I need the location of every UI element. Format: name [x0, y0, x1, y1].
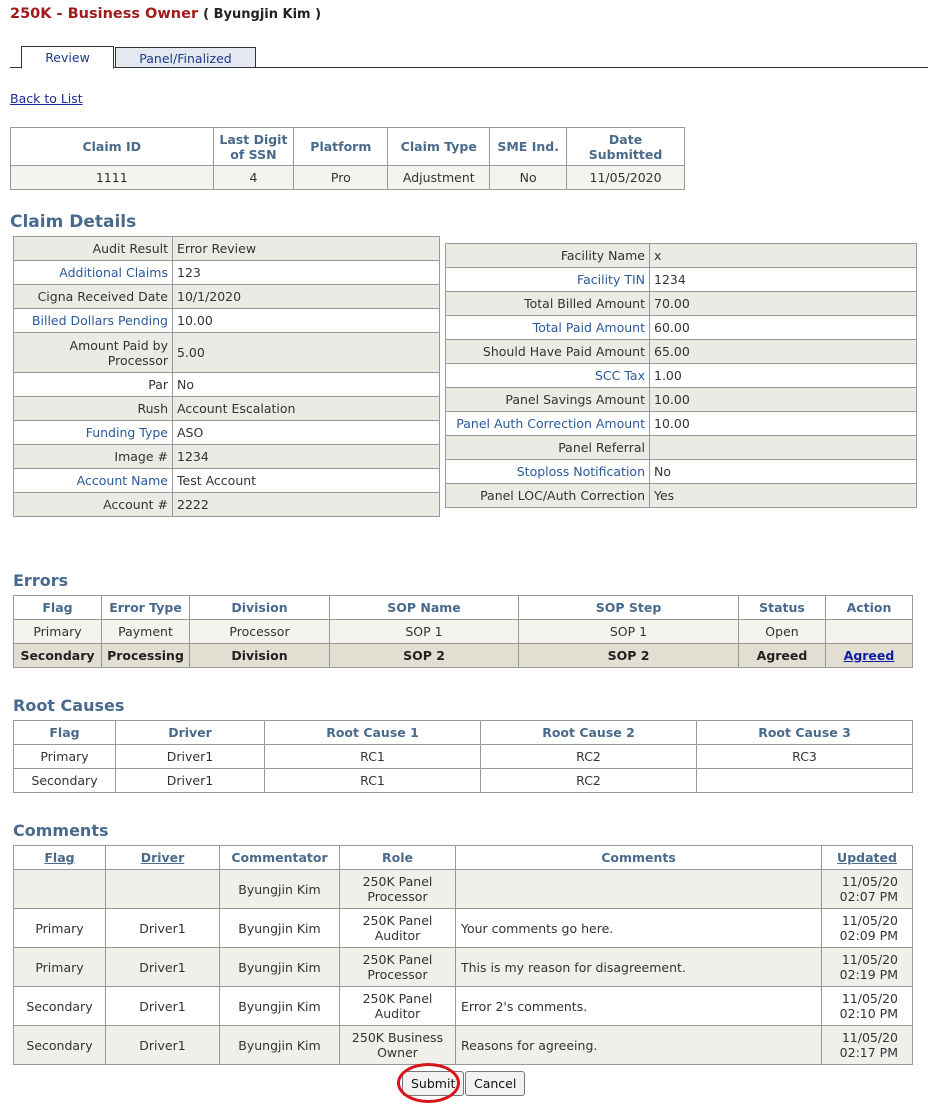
cell: RC2: [481, 769, 697, 793]
ssn-digit-value: 4: [213, 166, 294, 190]
col-claim-type: Claim Type: [388, 128, 490, 166]
col-sop-step: SOP Step: [519, 596, 739, 620]
detail-value: [650, 436, 917, 460]
back-to-list-link[interactable]: Back to List: [10, 91, 83, 106]
detail-value: Account Escalation: [173, 397, 440, 421]
detail-label: Audit Result: [14, 237, 173, 261]
detail-value: ASO: [173, 421, 440, 445]
detail-value: 123: [173, 261, 440, 285]
detail-value: x: [650, 244, 917, 268]
claim-details-right-table: [445, 243, 917, 508]
detail-label: Total Billed Amount: [446, 292, 650, 316]
detail-value: 5.00: [173, 333, 440, 373]
detail-value: 1.00: [650, 364, 917, 388]
date-submitted-value: 11/05/2020: [567, 166, 685, 190]
cell: Primary: [14, 909, 106, 948]
detail-label: Panel LOC/Auth Correction: [446, 484, 650, 508]
errors-title: Errors: [13, 571, 69, 590]
col-root-cause-2: Root Cause 2: [481, 721, 697, 745]
tab-bar: [10, 46, 928, 68]
cell: Secondary: [14, 987, 106, 1026]
submit-button[interactable]: Submit: [402, 1071, 464, 1096]
comments-table: [13, 845, 913, 1065]
table-row: [14, 769, 913, 793]
col-updated-sort[interactable]: Updated: [822, 846, 913, 870]
detail-label: Panel Referral: [446, 436, 650, 460]
agreed-action-link[interactable]: Agreed: [843, 648, 895, 663]
cell: RC1: [265, 769, 481, 793]
detail-label: Total Paid Amount: [446, 316, 650, 340]
detail-label: Rush: [14, 397, 173, 421]
col-comments: Comments: [456, 846, 822, 870]
cell: 11/05/20 02:17 PM: [822, 1026, 913, 1065]
col-platform: Platform: [294, 128, 388, 166]
detail-label: Should Have Paid Amount: [446, 340, 650, 364]
cell: Reasons for agreeing.: [456, 1026, 822, 1065]
col-driver: Driver: [116, 721, 265, 745]
col-flag: Flag: [14, 721, 116, 745]
cell: [456, 870, 822, 909]
detail-value: No: [650, 460, 917, 484]
detail-value: 10/1/2020: [173, 285, 440, 309]
detail-value: 10.00: [650, 412, 917, 436]
detail-label: Amount Paid by Processor: [14, 333, 173, 373]
table-row: [14, 745, 913, 769]
col-flag: Flag: [14, 596, 102, 620]
cell: Driver1: [116, 745, 265, 769]
detail-label: Facility Name: [446, 244, 650, 268]
detail-value: 65.00: [650, 340, 917, 364]
cell: SOP 2: [519, 644, 739, 668]
col-role: Role: [340, 846, 456, 870]
detail-label: Funding Type: [14, 421, 173, 445]
current-user: ( Byungjin Kim ): [203, 7, 322, 22]
table-row: [14, 909, 913, 948]
cell: Primary: [14, 948, 106, 987]
cell: 250K Panel Processor: [340, 948, 456, 987]
table-row: [14, 870, 913, 909]
cell: Driver1: [106, 909, 220, 948]
cell: 250K Panel Auditor: [340, 909, 456, 948]
cell: Payment: [102, 620, 190, 644]
cell: Error 2's comments.: [456, 987, 822, 1026]
cell: 11/05/20 02:10 PM: [822, 987, 913, 1026]
detail-label: Image #: [14, 445, 173, 469]
cell: Driver1: [106, 948, 220, 987]
errors-table: [13, 595, 913, 668]
cell: Processing: [102, 644, 190, 668]
root-causes-title: Root Causes: [13, 696, 125, 715]
detail-label: Stoploss Notification: [446, 460, 650, 484]
detail-value: Test Account: [173, 469, 440, 493]
col-division: Division: [190, 596, 330, 620]
cell: Driver1: [106, 1026, 220, 1065]
col-claim-id: Claim ID: [11, 128, 214, 166]
detail-value: No: [173, 373, 440, 397]
detail-label: Panel Auth Correction Amount: [446, 412, 650, 436]
table-row: [14, 644, 913, 668]
root-causes-table: [13, 720, 913, 793]
table-row: [14, 948, 913, 987]
detail-value: 10.00: [650, 388, 917, 412]
claim-type-value: Adjustment: [388, 166, 490, 190]
cell: 250K Panel Auditor: [340, 987, 456, 1026]
tab-panel-finalized[interactable]: Panel/Finalized: [115, 47, 256, 68]
cell: [826, 644, 913, 668]
cell: Secondary: [14, 1026, 106, 1065]
sme-ind-value: No: [490, 166, 567, 190]
detail-value: Yes: [650, 484, 917, 508]
cell: SOP 2: [330, 644, 519, 668]
cell: [697, 769, 913, 793]
detail-value: 10.00: [173, 309, 440, 333]
cell: Primary: [14, 620, 102, 644]
table-row: [14, 987, 913, 1026]
cell: Processor: [190, 620, 330, 644]
table-row: [14, 620, 913, 644]
cell: Driver1: [106, 987, 220, 1026]
detail-label: Additional Claims: [14, 261, 173, 285]
comments-header-row: [14, 846, 913, 870]
cell: RC3: [697, 745, 913, 769]
cell: Agreed: [739, 644, 826, 668]
summary-value-row: [11, 166, 685, 190]
detail-value: 1234: [650, 268, 917, 292]
submit-highlight-ring: [397, 1063, 460, 1103]
summary-header-row: [11, 128, 685, 166]
detail-label: Par: [14, 373, 173, 397]
cell: [106, 870, 220, 909]
detail-label: Facility TIN: [446, 268, 650, 292]
detail-value: 1234: [173, 445, 440, 469]
col-driver-sort[interactable]: Driver: [106, 846, 220, 870]
cell: RC2: [481, 745, 697, 769]
col-flag-sort[interactable]: Flag: [14, 846, 106, 870]
detail-label: Account #: [14, 493, 173, 517]
cell: 250K Panel Processor: [340, 870, 456, 909]
cell: Byungjin Kim: [220, 1026, 340, 1065]
table-row: [14, 1026, 913, 1065]
tab-review[interactable]: Review: [21, 46, 114, 69]
col-date-submitted: Date Submitted: [567, 128, 685, 166]
detail-label: Account Name: [14, 469, 173, 493]
claim-summary-table: [10, 127, 685, 190]
page-title-text: 250K - Business Owner: [10, 6, 199, 22]
cell: Byungjin Kim: [220, 948, 340, 987]
detail-value: 70.00: [650, 292, 917, 316]
claim-details-left-table: [13, 236, 440, 517]
col-error-type: Error Type: [102, 596, 190, 620]
cell: Driver1: [116, 769, 265, 793]
cell: 11/05/20 02:07 PM: [822, 870, 913, 909]
comments-title: Comments: [13, 821, 109, 840]
col-status: Status: [739, 596, 826, 620]
cell: SOP 1: [330, 620, 519, 644]
cell: Open: [739, 620, 826, 644]
claim-details-title: Claim Details: [10, 212, 137, 232]
cell: Division: [190, 644, 330, 668]
page-title: [10, 6, 321, 22]
cell: RC1: [265, 745, 481, 769]
root-causes-header-row: [14, 721, 913, 745]
col-root-cause-3: Root Cause 3: [697, 721, 913, 745]
cell: Primary: [14, 745, 116, 769]
detail-value: 60.00: [650, 316, 917, 340]
detail-value: Error Review: [173, 237, 440, 261]
cell: [826, 620, 913, 644]
cell: Byungjin Kim: [220, 909, 340, 948]
col-last-digit-ssn: Last Digit of SSN: [213, 128, 294, 166]
cell: SOP 1: [519, 620, 739, 644]
platform-value: Pro: [294, 166, 388, 190]
cell: Secondary: [14, 769, 116, 793]
detail-label: SCC Tax: [446, 364, 650, 388]
cell: 11/05/20 02:19 PM: [822, 948, 913, 987]
cell: [14, 870, 106, 909]
detail-label: Panel Savings Amount: [446, 388, 650, 412]
detail-label: Cigna Received Date: [14, 285, 173, 309]
cell: 250K Business Owner: [340, 1026, 456, 1065]
cell: 11/05/20 02:09 PM: [822, 909, 913, 948]
col-commentator: Commentator: [220, 846, 340, 870]
detail-value: 2222: [173, 493, 440, 517]
col-sme-ind: SME Ind.: [490, 128, 567, 166]
col-root-cause-1: Root Cause 1: [265, 721, 481, 745]
cell: This is my reason for disagreement.: [456, 948, 822, 987]
detail-label: Billed Dollars Pending: [14, 309, 173, 333]
cell: Your comments go here.: [456, 909, 822, 948]
col-sop-name: SOP Name: [330, 596, 519, 620]
cell: Secondary: [14, 644, 102, 668]
claim-id-value: 1111: [11, 166, 214, 190]
cell: Byungjin Kim: [220, 870, 340, 909]
cancel-button[interactable]: Cancel: [465, 1071, 525, 1096]
col-action: Action: [826, 596, 913, 620]
cell: Byungjin Kim: [220, 987, 340, 1026]
errors-header-row: [14, 596, 913, 620]
